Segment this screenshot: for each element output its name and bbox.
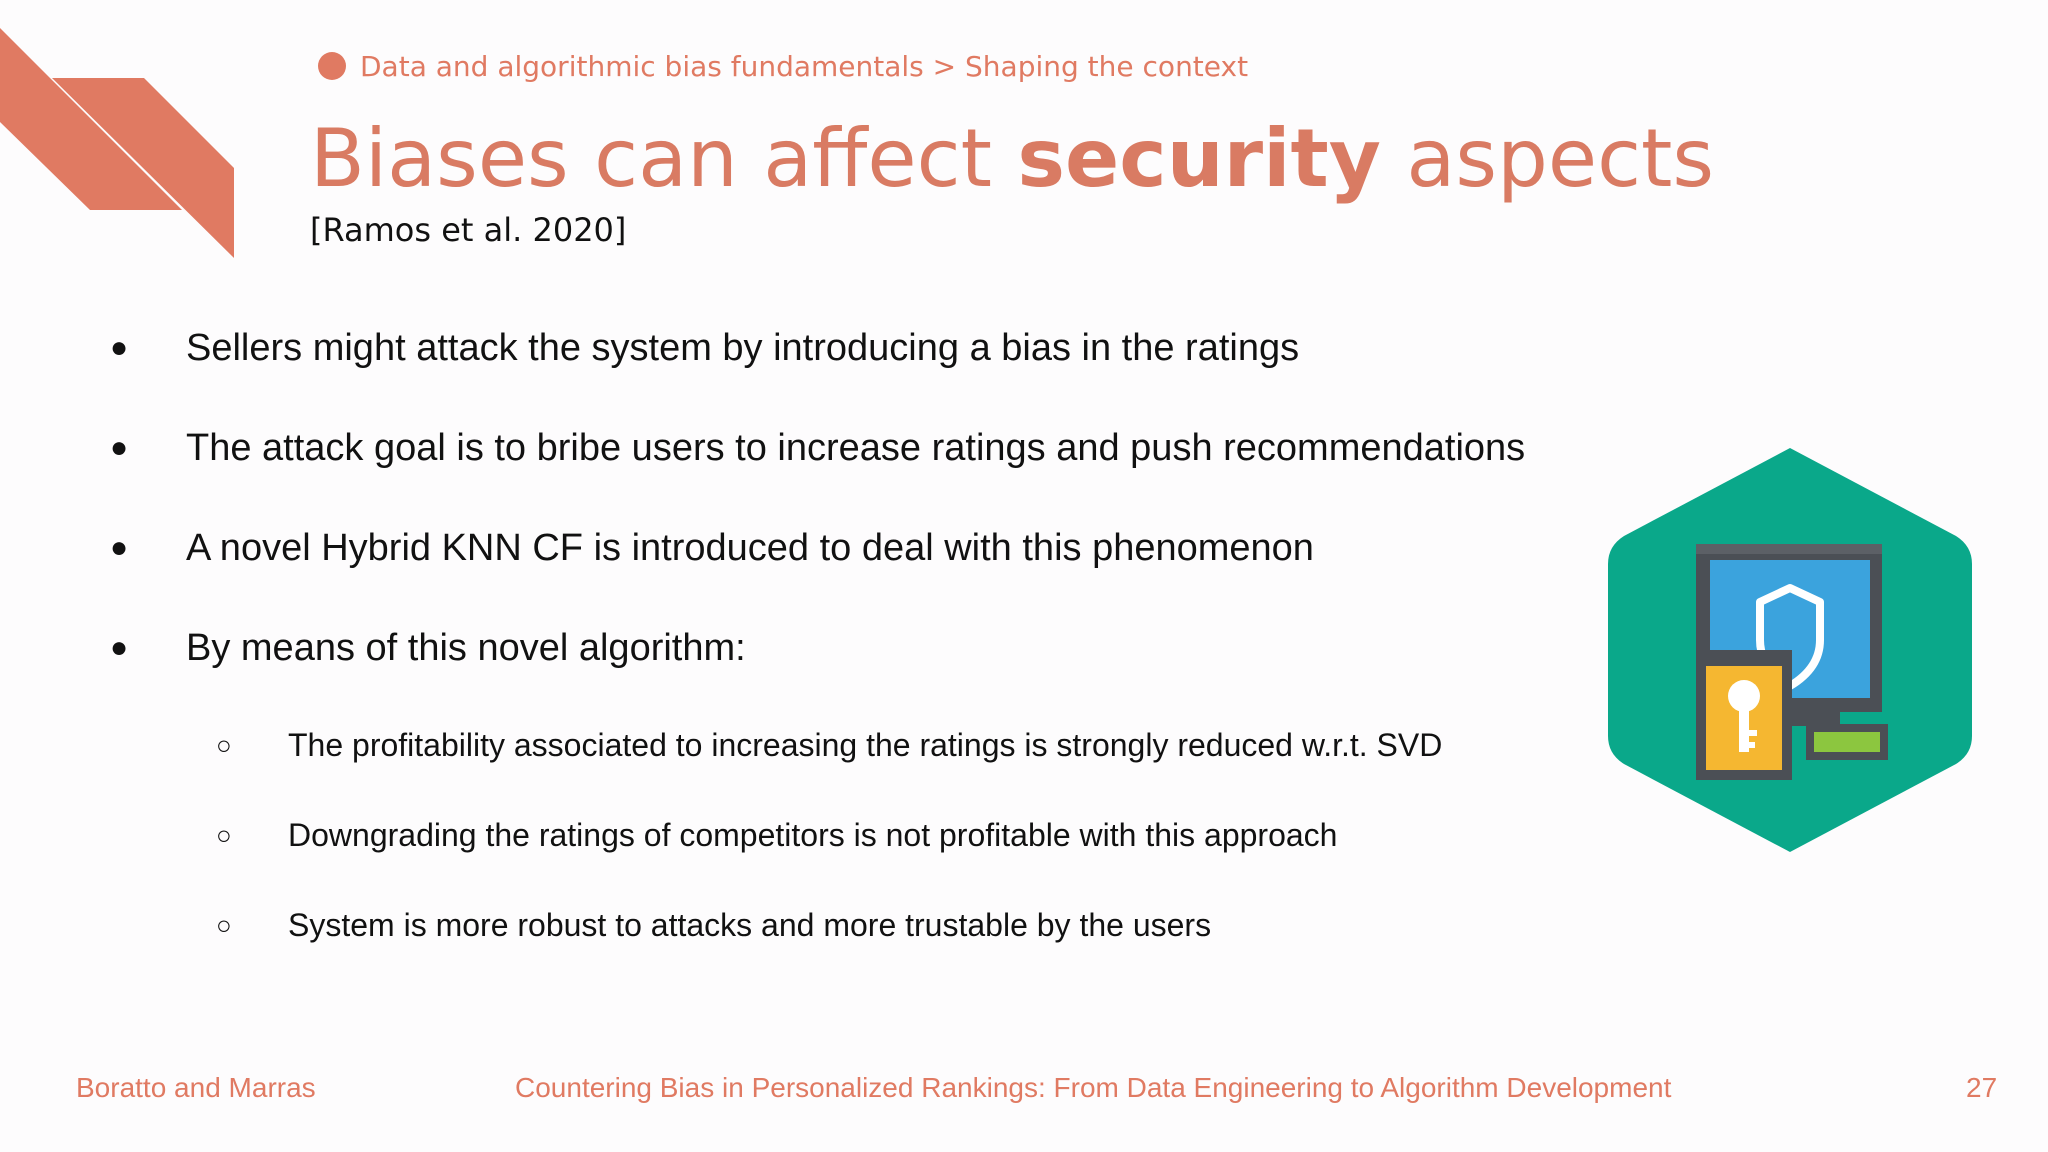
bullet-marker: ● [110,631,129,664]
sub-bullet-marker: ○ [216,729,232,760]
bullet-marker: ● [110,531,129,564]
bullet-text: By means of this novel algorithm: [186,626,746,669]
bullet-text: The attack goal is to bribe users to increase ratings and push recommendations [186,426,1526,469]
bullet-item [110,418,1525,478]
sub-bullet-item [216,720,1442,770]
page-number: 27 [1966,1072,1998,1103]
bullet-item [110,518,1314,578]
bullet-item [110,318,1299,378]
bullet-text: Sellers might attack the system by introducing a bias in the ratings [186,326,1300,369]
sub-bullet-marker: ○ [216,909,232,940]
bullet-marker: ● [110,331,129,364]
breadcrumb-text: Data and algorithmic bias fundamentals > Shaping the context [360,49,1249,83]
bullet-item [110,618,746,678]
bullet-text: A novel Hybrid KNN CF is introduced to deal with this phenomenon [186,526,1314,569]
title-prefix: Biases can affect [310,112,1018,205]
sub-bullet-item [216,900,1211,950]
sub-bullet-text: The profitability associated to increasing the ratings is strongly reduced w.r.t. SVD [288,726,1443,763]
security-hexagon-icon [1600,440,1980,860]
sub-bullet-marker: ○ [216,819,232,850]
sub-bullet-item [216,810,1337,860]
sub-bullet-text: System is more robust to attacks and more trustable by the users [288,906,1212,943]
citation: [Ramos et al. 2020] [310,211,627,249]
footer-talk-title: Countering Bias in Personalized Rankings: From Data Engineering to Algorithm Development [515,1072,1672,1103]
sub-bullet-text: Downgrading the ratings of competitors is not profitable with this approach [288,816,1338,853]
footer-authors: Boratto and Marras [76,1072,316,1103]
bullet-marker: ● [110,431,129,464]
title-emphasis: security [1017,112,1381,205]
title-suffix: aspects [1380,112,1715,205]
